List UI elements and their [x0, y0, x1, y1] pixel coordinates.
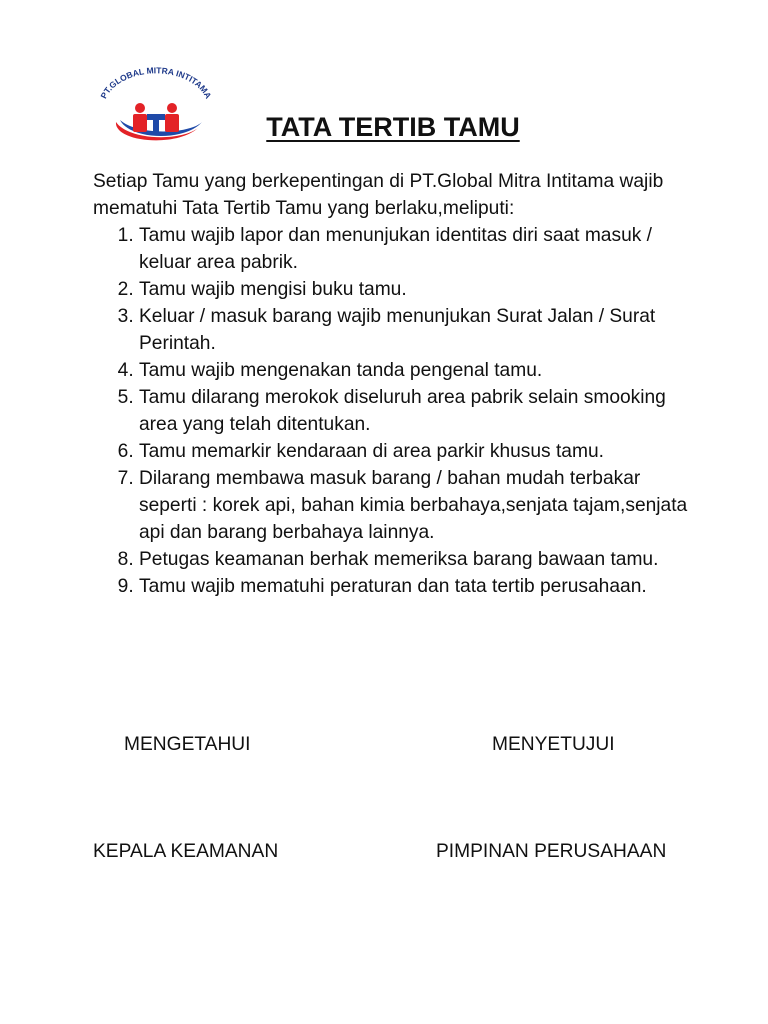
rule-item: 5. Tamu dilarang merokok diseluruh area pabrik selain smooking area yang telah ditentukan.	[139, 384, 693, 438]
page-title: TATA TERTIB TAMU	[266, 112, 520, 142]
rules-content	[93, 168, 693, 600]
intro-paragraph: Setiap Tamu yang berkepentingan di PT.Global Mitra Intitama wajib mematuhi Tata Tertib Tamu yang berlaku,meliputi:	[93, 171, 664, 219]
rule-item: 4. Tamu wajib mengenakan tanda pengenal tamu.	[139, 357, 693, 384]
rule-item: 3. Keluar / masuk barang wajib menunjukan Surat Jalan / Surat Perintah.	[139, 303, 693, 357]
logo-text: PT.GLOBAL MITRA INTITAMA	[98, 65, 214, 101]
rule-item: 2. Tamu wajib mengisi buku tamu.	[139, 276, 693, 303]
rule-item: 7. Dilarang membawa masuk barang / bahan mudah terbakar seperti : korek api, bahan kimia berbahaya,senjata tajam,senjata api dan barang berbahaya lainnya.	[139, 465, 693, 546]
signature-left-role: KEPALA KEAMANAN	[93, 841, 279, 862]
signature-right-heading: MENYETUJUI	[492, 734, 615, 755]
rule-item: 9. Tamu wajib mematuhi peraturan dan tata tertib perusahaan.	[139, 573, 693, 600]
signature-right-role: PIMPINAN PERUSAHAAN	[436, 841, 667, 862]
rule-item: 1. Tamu wajib lapor dan menunjukan identitas diri saat masuk / keluar area pabrik.	[139, 222, 693, 276]
signature-left-heading: MENGETAHUI	[124, 734, 251, 755]
rule-item: 6. Tamu memarkir kendaraan di area parkir khusus tamu.	[139, 438, 693, 465]
rules-list	[93, 222, 693, 600]
rule-item: 8. Petugas keamanan berhak memeriksa barang bawaan tamu.	[139, 546, 693, 573]
svg-text:PT.GLOBAL MITRA INTITAMA	[98, 65, 213, 100]
